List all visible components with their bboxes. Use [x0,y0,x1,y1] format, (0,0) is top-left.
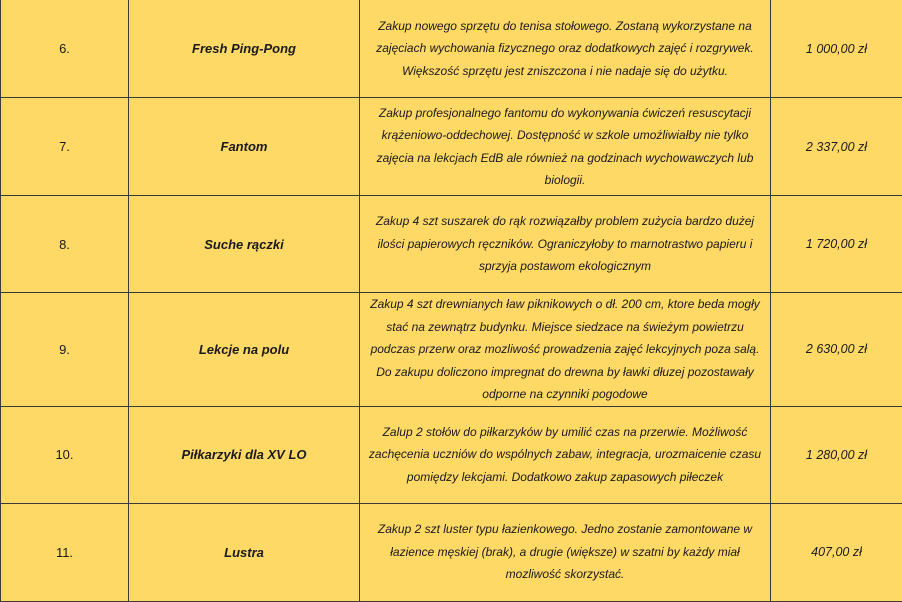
project-description: Zakup nowego sprzętu do tenisa stołowego. Zostaną wykorzystane na zajęciach wychowania fizycznego oraz dodatkowych zajęć i rozgrywek. Większość sprzętu jest zniszczona i nie nadaje się do użytku. [360,0,771,98]
project-description: Zakup 4 szt drewnianych ław piknikowych o dł. 200 cm, ktore beda mogły stać na zewnątrz budynku. Miejsce siedzace na świeżym powietrzu podczas przerw oraz mozliwość prowadzenia zajęć lekcyjnych poza salą. Do zakupu doliczono impregnat do drewna by ławki dłuzej pozostawały odporne na czynniki pogodowe [360,293,771,407]
project-amount: 407,00 zł [771,503,902,601]
project-number: 11. [1,503,129,601]
project-number: 6. [1,0,129,98]
project-description: Zalup 2 stołów do piłkarzyków by umilić czas na przerwie. Możliwość zachęcenia uczniów do wspólnych zabaw, integracja, urozmaicenie czasu pomiędzy lekcjami. Dodatkowo zakup zapasowych piłeczek [360,406,771,503]
project-name: Fantom [129,98,360,196]
project-name: Lekcje na polu [129,293,360,407]
project-name: Fresh Ping-Pong [129,0,360,98]
project-amount: 1 000,00 zł [771,0,902,98]
project-amount: 1 720,00 zł [771,196,902,293]
project-number: 8. [1,196,129,293]
project-description: Zakup 2 szt luster typu łazienkowego. Jedno zostanie zamontowane w łazience męskiej (brak), a drugie (większe) w szatni by każdy miał mozliwość skorzystać. [360,503,771,601]
project-description: Zakup profesjonalnego fantomu do wykonywania ćwiczeń resuscytacji krążeniowo-oddechowej. Dostępność w szkole umożliwiałby nie tylko zajęcia na lekcjach EdB ale również na godzinach wychowawczych lub biologii. [360,98,771,196]
project-number: 10. [1,406,129,503]
project-name: Lustra [129,503,360,601]
table-row [1,0,902,98]
table-row [1,503,902,601]
project-number: 7. [1,98,129,196]
project-amount: 1 280,00 zł [771,406,902,503]
project-amount: 2 337,00 zł [771,98,902,196]
project-name: Suche rączki [129,196,360,293]
table-row [1,98,902,196]
project-number: 9. [1,293,129,407]
table-row [1,293,902,407]
table-row [1,406,902,503]
table-row [1,196,902,293]
project-amount: 2 630,00 zł [771,293,902,407]
project-name: Piłkarzyki dla XV LO [129,406,360,503]
project-description: Zakup 4 szt suszarek do rąk rozwiązałby problem zużycia bardzo dużej ilości papierowych ręczników. Ograniczyłoby to marnotrastwo papieru i sprzyja postawom ekologicznym [360,196,771,293]
